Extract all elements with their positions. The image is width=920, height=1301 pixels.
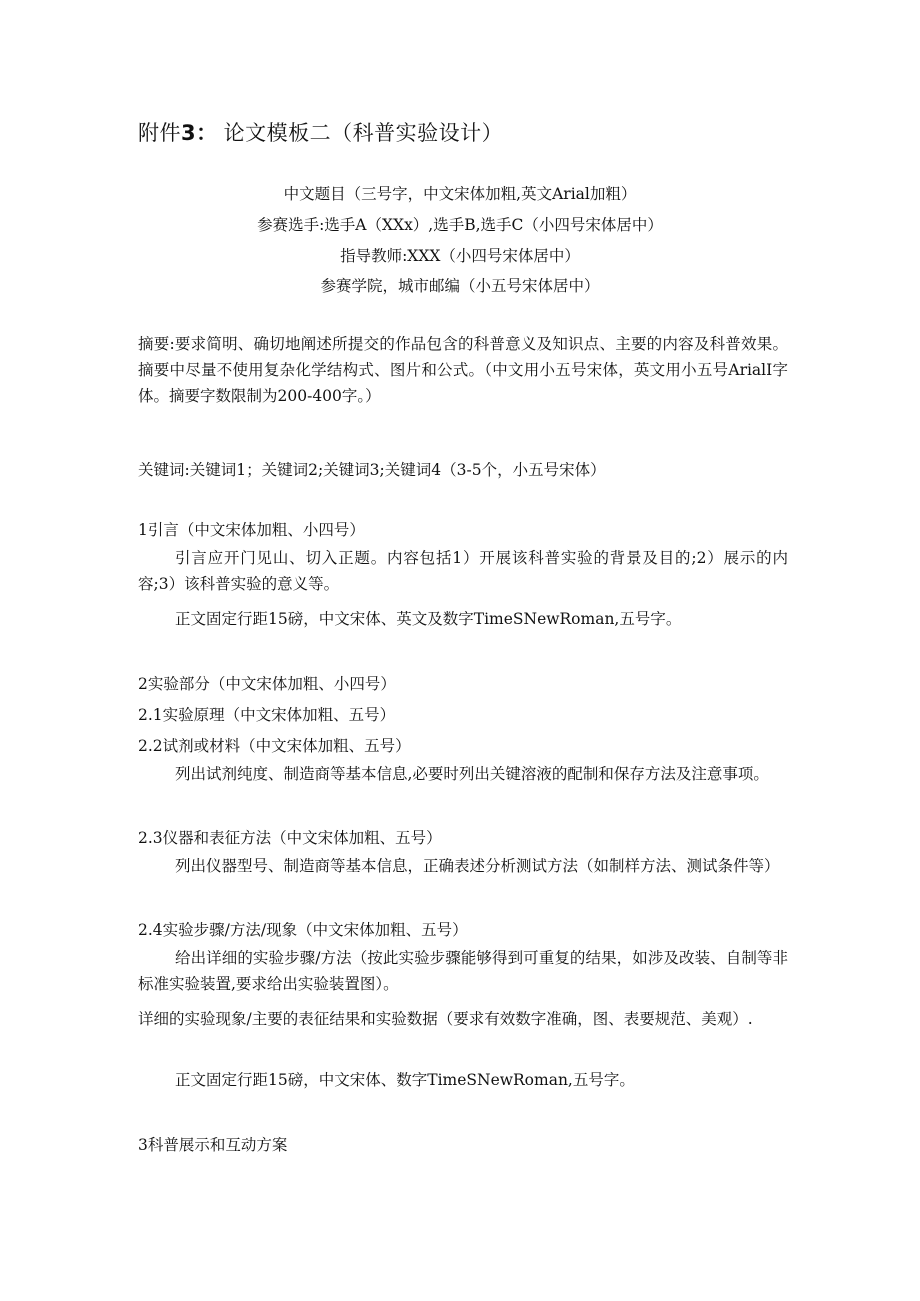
keywords: 关键词:关键词1；关键词2;关键词3;关键词4（3-5个，小五号宋体） (138, 461, 606, 479)
paper-title-line: 中文题目（三号字，中文宋体加粗,英文Arial加粗） (283, 185, 637, 203)
section-2-1-heading: 2.1实验原理（中文宋体加粗、五号） (138, 706, 396, 724)
section-2-3-paragraph: 列出仪器型号、制造商等基本信息，正确表述分析测试方法（如制样方法、测试条件等） (175, 857, 780, 875)
section-2-4-format-note: 正文固定行距15磅，中文宋体、数字TimeSNewRoman,五号字。 (175, 1071, 635, 1089)
title-number: 3： (181, 121, 218, 145)
title-main: 论文模板二（科普实验设计） (223, 121, 504, 145)
section-2-2-heading: 2.2试剂或材料（中文宋体加粗、五号） (138, 737, 411, 755)
section-1-format-note: 正文固定行距15磅，中文宋体、英文及数字TimeSNewRoman,五号字。 (175, 610, 682, 628)
section-2-heading: 2实验部分（中文宋体加粗、小四号） (138, 675, 396, 693)
section-3-heading: 3科普展示和互动方案 (138, 1136, 288, 1154)
section-2-4-heading: 2.4实验步骤/方法/现象（中文宋体加粗、五号） (138, 921, 468, 939)
advisor-line: 指导教师:XXX（小四号宋体居中） (340, 247, 580, 265)
section-1-paragraph: 引言应开门见山、切入正题。内容包括1）开展该科普实验的背景及目的;2）展示的内容;3）该科普实验的意义等。 (138, 549, 788, 593)
abstract: 摘要:要求简明、确切地阐述所提交的作品包含的科普意义及知识点、主要的内容及科普效果。摘要中尽量不使用复杂化学结构式、图片和公式。（中文用小五号宋体，英文用小五号ArialI字体。摘要字数限制为200-400字。） (138, 335, 788, 405)
section-2-3-heading: 2.3仪器和表征方法（中文宋体加粗、五号） (138, 829, 442, 847)
section-1-heading: 1引言（中文宋体加粗、小四号） (138, 521, 365, 539)
affiliation-line: 参赛学院，城市邮编（小五号宋体居中） (320, 277, 600, 295)
section-2-4-steps: 给出详细的实验步骤/方法（按此实验步骤能够得到可重复的结果，如涉及改装、自制等非标准实验装置,要求给出实验装置图）。 (138, 949, 788, 993)
authors-line: 参赛选手:选手A（XXx）,选手B,选手C（小四号宋体居中） (257, 216, 663, 234)
section-2-2-paragraph: 列出试剂纯度、制造商等基本信息,必要时列出关键溶液的配制和保存方法及注意事项。 (175, 765, 769, 783)
title-prefix: 附件 (138, 121, 181, 145)
attachment-title (138, 117, 503, 147)
section-2-4-results: 详细的实验现象/主要的表征结果和实验数据（要求有效数字准确，图、表要规范、美观）. (138, 1010, 753, 1028)
